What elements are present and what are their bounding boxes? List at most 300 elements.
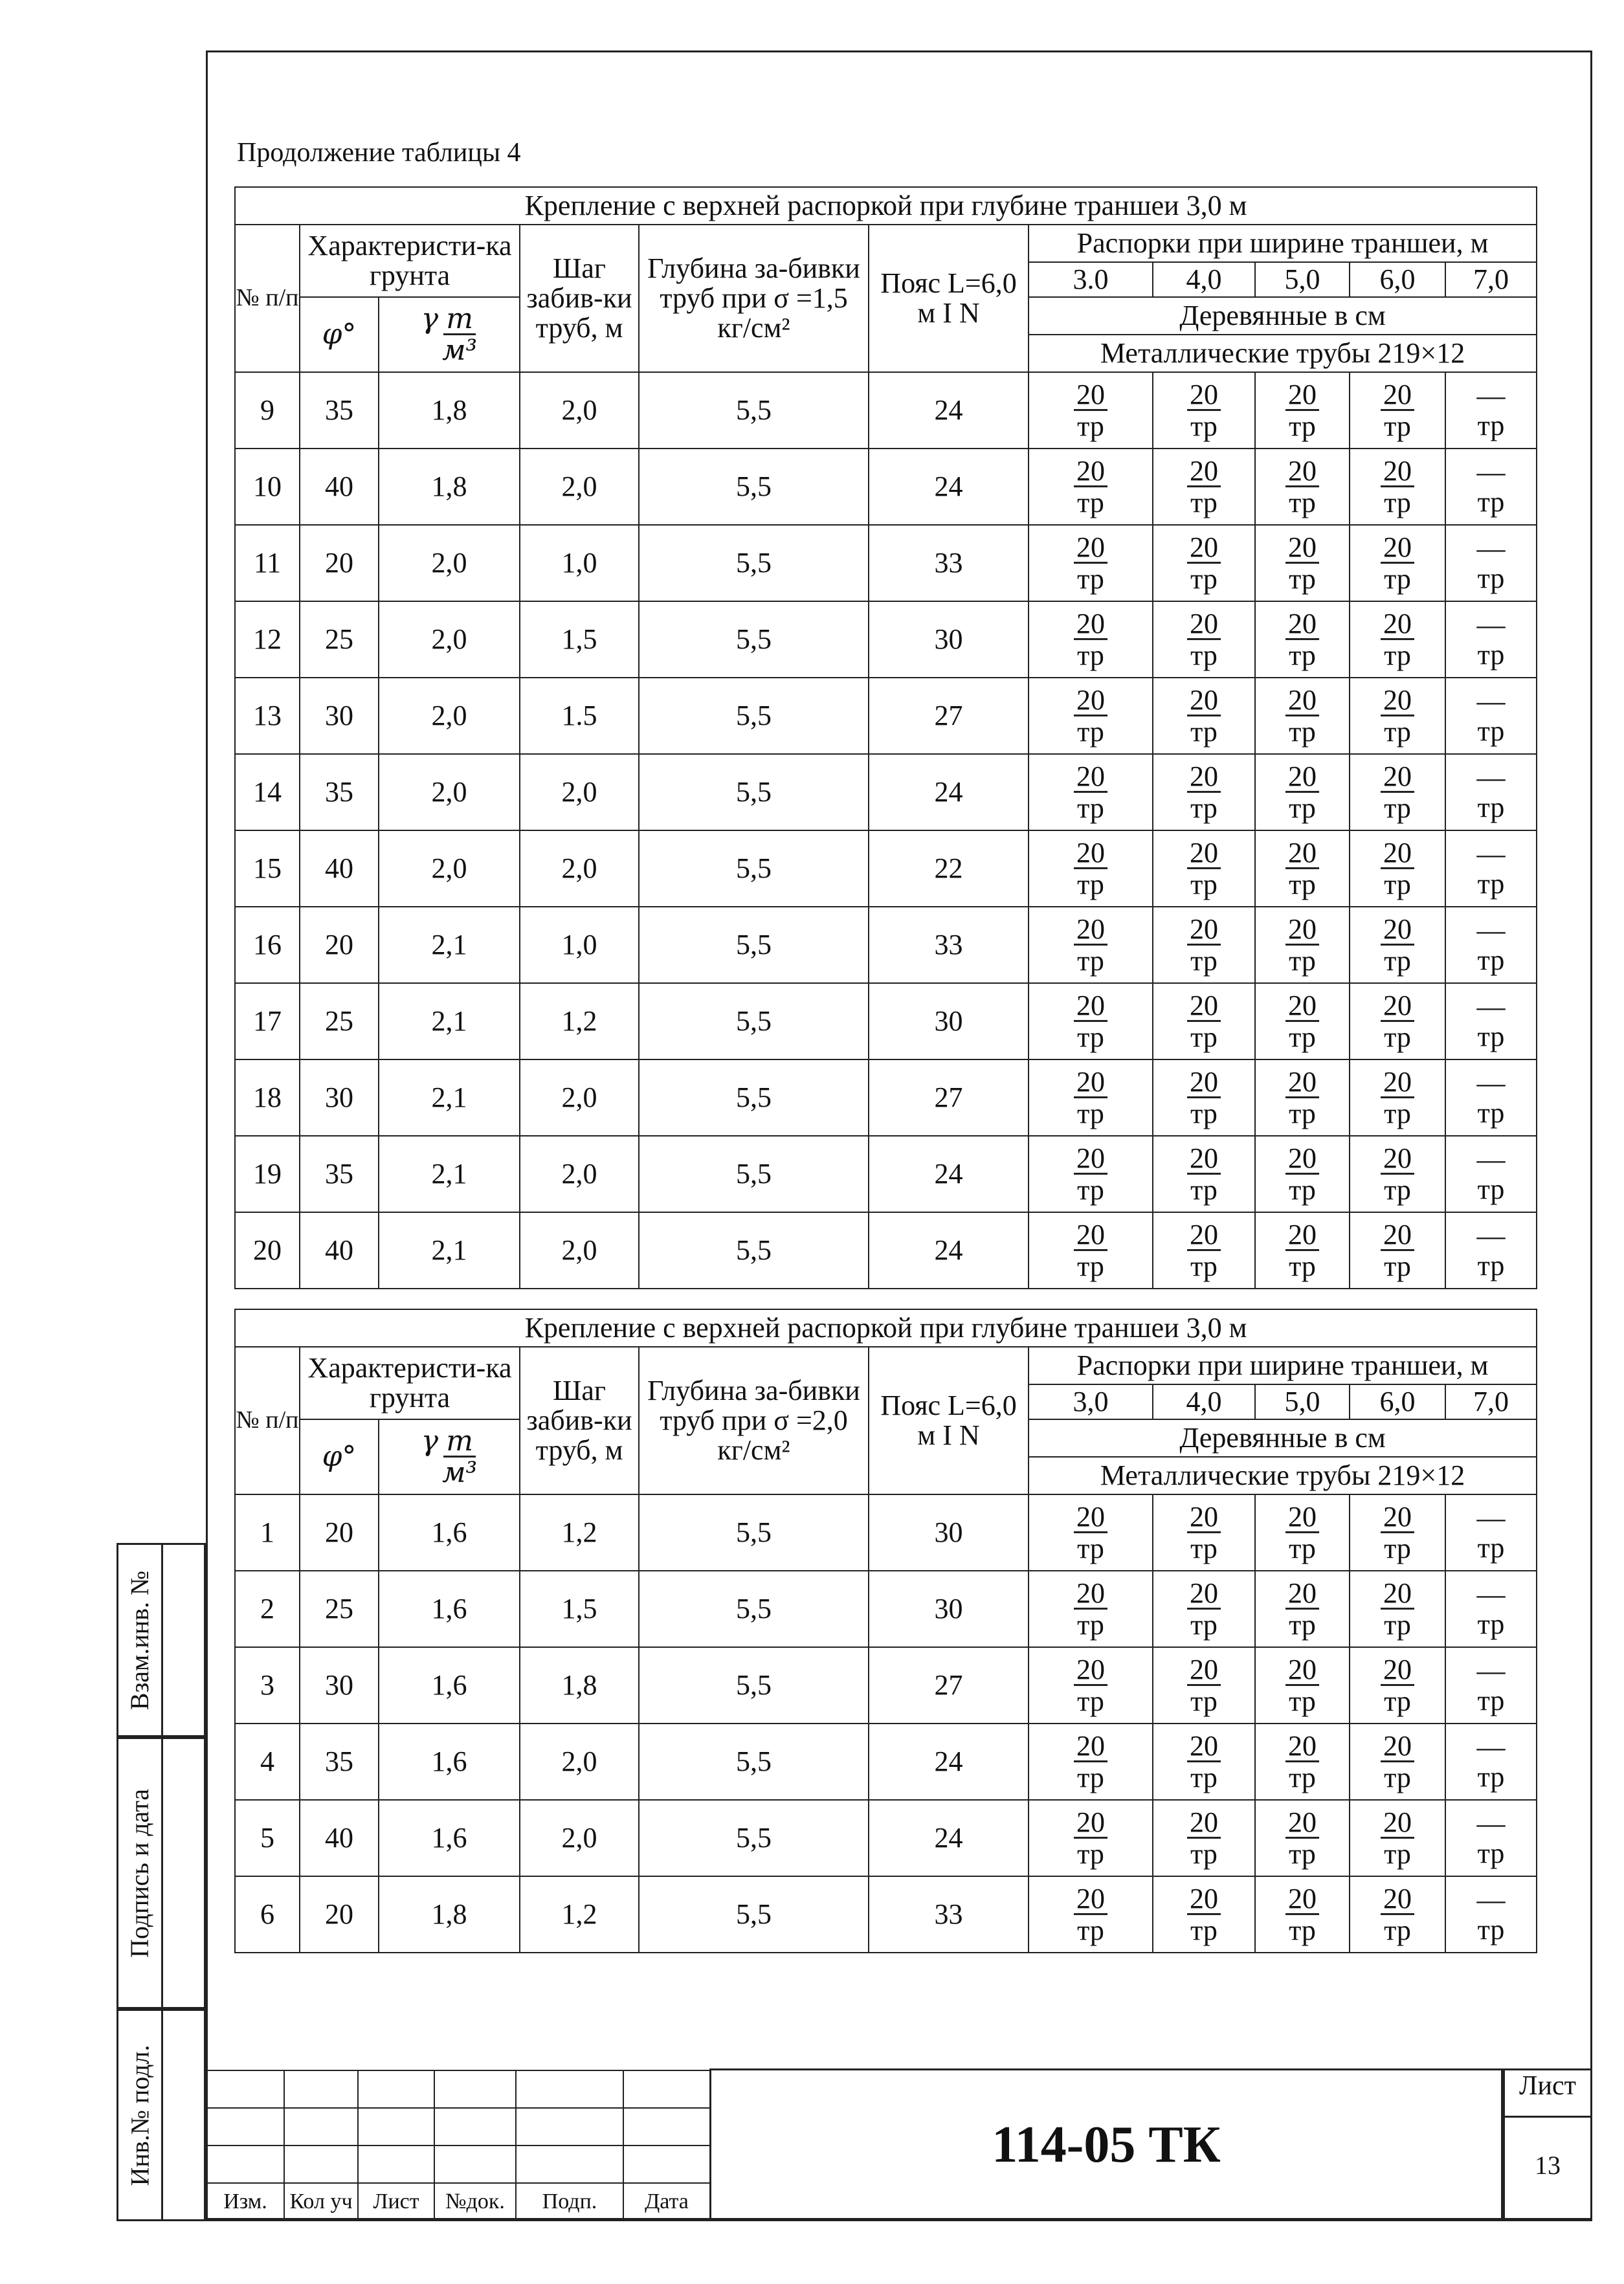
strut-cell <box>1255 372 1350 449</box>
cell-depth: 5,5 <box>639 1136 869 1212</box>
strut-cell <box>1445 1494 1537 1571</box>
strut-fraction <box>1474 1504 1508 1562</box>
cell-n: 9 <box>235 372 300 449</box>
support-table-2 <box>234 1309 1537 1953</box>
strut-cell <box>1350 830 1445 907</box>
cell-depth: 5,5 <box>639 678 869 754</box>
strut-fraction <box>1074 1656 1107 1716</box>
cell-phi: 25 <box>300 1571 379 1647</box>
table-row <box>235 1876 1537 1953</box>
strut-fraction <box>1285 533 1319 593</box>
strut-cell <box>1153 1571 1255 1647</box>
strut-wood: 20 <box>1285 1656 1319 1686</box>
strut-wood: 20 <box>1074 762 1107 793</box>
strut-fraction <box>1381 381 1414 441</box>
strut-cell <box>1350 1212 1445 1289</box>
strut-fraction <box>1381 762 1414 823</box>
strut-metal: тр <box>1190 1250 1218 1282</box>
strut-wood: 20 <box>1285 533 1319 564</box>
stamp-row <box>206 2145 710 2183</box>
strut-fraction <box>1474 916 1508 975</box>
cell-belt: 27 <box>869 1647 1029 1724</box>
strut-fraction <box>1381 1732 1414 1792</box>
strut-wood: 20 <box>1074 1503 1107 1533</box>
strut-metal: тр <box>1477 638 1505 671</box>
cell-phi: 30 <box>300 678 379 754</box>
strut-metal: тр <box>1384 1098 1411 1129</box>
cell-step: 2,0 <box>520 1136 639 1212</box>
strut-wood: 20 <box>1381 686 1414 716</box>
cell-n: 18 <box>235 1059 300 1136</box>
strut-metal: тр <box>1384 410 1411 442</box>
strut-cell <box>1029 754 1153 830</box>
strut-cell <box>1029 1212 1153 1289</box>
strut-fraction <box>1381 1221 1414 1281</box>
strut-cell <box>1445 601 1537 678</box>
table-title: Крепление с верхней распоркой при глубине траншеи 3,0 м <box>235 1309 1537 1347</box>
strut-cell <box>1350 754 1445 830</box>
strut-fraction <box>1381 1068 1414 1128</box>
strut-cell <box>1255 983 1350 1059</box>
strut-cell <box>1445 372 1537 449</box>
stamp-cell <box>516 2108 623 2145</box>
strut-fraction <box>1285 457 1319 517</box>
strut-wood: 20 <box>1074 533 1107 564</box>
strut-fraction <box>1074 610 1107 670</box>
strut-wood: 20 <box>1074 992 1107 1022</box>
strut-fraction <box>1285 1221 1319 1281</box>
strut-cell <box>1029 1724 1153 1800</box>
strut-fraction <box>1381 839 1414 899</box>
cell-step: 2,0 <box>520 372 639 449</box>
col-header-number: № п/п <box>235 225 300 372</box>
strut-cell <box>1255 830 1350 907</box>
stamp-cell <box>358 2070 434 2108</box>
strut-fraction <box>1187 1885 1221 1945</box>
strut-fraction <box>1381 610 1414 670</box>
strut-metal: тр <box>1289 639 1316 671</box>
strut-metal: тр <box>1289 1685 1316 1717</box>
strut-metal: тр <box>1477 562 1505 594</box>
strut-cell <box>1153 907 1255 983</box>
cell-step: 2,0 <box>520 830 639 907</box>
strut-fraction <box>1285 992 1319 1052</box>
cell-step: 1.5 <box>520 678 639 754</box>
strut-cell <box>1153 983 1255 1059</box>
strut-wood: 20 <box>1285 1579 1319 1610</box>
cell-step: 1,0 <box>520 525 639 601</box>
strut-cell <box>1029 1800 1153 1876</box>
strut-cell <box>1255 1212 1350 1289</box>
strut-cell <box>1153 1876 1255 1953</box>
strut-wood: 20 <box>1285 1503 1319 1533</box>
strut-wood: 20 <box>1187 457 1221 487</box>
strut-fraction <box>1187 839 1221 899</box>
cell-phi: 40 <box>300 1800 379 1876</box>
strut-cell <box>1153 525 1255 601</box>
table-caption: Продолжение таблицы 4 <box>237 138 521 168</box>
strut-wood: 20 <box>1381 1579 1414 1610</box>
strut-wood: 20 <box>1381 1221 1414 1251</box>
strut-fraction <box>1474 1654 1508 1716</box>
cell-step: 1,0 <box>520 907 639 983</box>
cell-n: 13 <box>235 678 300 754</box>
width-header: 4,0 <box>1153 262 1255 297</box>
stamp-cell <box>284 2145 358 2183</box>
cell-belt: 30 <box>869 983 1029 1059</box>
cell-step: 2,0 <box>520 1724 639 1800</box>
strut-fraction <box>1187 1808 1221 1868</box>
strut-cell <box>1153 449 1255 525</box>
strut-wood: 20 <box>1187 1503 1221 1533</box>
strut-wood: 20 <box>1285 457 1319 487</box>
strut-fraction <box>1474 1069 1508 1127</box>
table-row <box>235 449 1537 525</box>
strut-wood: — <box>1476 1067 1506 1099</box>
strut-wood: 20 <box>1285 1144 1319 1175</box>
strut-fraction <box>1285 686 1319 746</box>
strut-fraction <box>1074 533 1107 593</box>
gamma-unit-den: м³ <box>442 1456 478 1489</box>
strut-wood: 20 <box>1187 762 1221 793</box>
stamp-cell <box>623 2108 710 2145</box>
sheet-label: Лист <box>1505 2070 1590 2118</box>
stamp-row <box>206 2070 710 2108</box>
strut-wood: 20 <box>1285 1808 1319 1839</box>
cell-depth: 5,5 <box>639 830 869 907</box>
strut-wood: 20 <box>1074 1579 1107 1610</box>
metal-header: Металлические трубы 219×12 <box>1029 335 1537 372</box>
strut-metal: тр <box>1477 944 1505 976</box>
strut-fraction <box>1187 915 1221 975</box>
gamma-unit-num: т <box>443 305 476 335</box>
strut-metal: тр <box>1384 563 1411 595</box>
strut-metal: тр <box>1477 1913 1505 1946</box>
cell-n: 19 <box>235 1136 300 1212</box>
cell-depth: 5,5 <box>639 372 869 449</box>
cell-depth: 5,5 <box>639 1800 869 1876</box>
strut-wood: — <box>1476 1219 1506 1252</box>
strut-wood: 20 <box>1187 610 1221 640</box>
side-box-replacement <box>117 1543 206 1737</box>
strut-cell <box>1153 1494 1255 1571</box>
cell-depth: 5,5 <box>639 983 869 1059</box>
strut-wood: 20 <box>1074 457 1107 487</box>
cell-step: 1,2 <box>520 1876 639 1953</box>
strut-wood: — <box>1476 1578 1506 1610</box>
header-row <box>235 225 1537 262</box>
width-header: 7,0 <box>1445 1384 1537 1419</box>
strut-metal: тр <box>1077 563 1104 595</box>
strut-wood: 20 <box>1285 1221 1319 1251</box>
strut-wood: 20 <box>1285 762 1319 793</box>
strut-metal: тр <box>1190 869 1218 900</box>
strut-wood: — <box>1476 1143 1506 1175</box>
cell-belt: 33 <box>869 1876 1029 1953</box>
cell-depth: 5,5 <box>639 1876 869 1953</box>
strut-wood: 20 <box>1285 915 1319 946</box>
gamma-unit-num: т <box>443 1427 476 1458</box>
strut-wood: 20 <box>1381 915 1414 946</box>
strut-metal: тр <box>1289 1021 1316 1053</box>
wood-header: Деревянные в см <box>1029 1419 1537 1457</box>
strut-wood: 20 <box>1187 1732 1221 1762</box>
strut-fraction <box>1074 1579 1107 1639</box>
cell-n: 15 <box>235 830 300 907</box>
strut-metal: тр <box>1477 409 1505 441</box>
strut-fraction <box>1187 533 1221 593</box>
cell-depth: 5,5 <box>639 1059 869 1136</box>
strut-fraction <box>1474 990 1508 1052</box>
strut-wood: 20 <box>1381 1808 1414 1839</box>
table-row <box>235 754 1537 830</box>
table-row <box>235 525 1537 601</box>
strut-wood: — <box>1476 1654 1506 1687</box>
cell-step: 2,0 <box>520 449 639 525</box>
strut-fraction <box>1187 762 1221 823</box>
strut-metal: тр <box>1384 945 1411 977</box>
cell-step: 1,8 <box>520 1647 639 1724</box>
table-title-row <box>235 1309 1537 1347</box>
strut-metal: тр <box>1077 1533 1104 1564</box>
strut-wood: — <box>1476 1731 1506 1763</box>
cell-gamma: 1,8 <box>379 372 520 449</box>
strut-cell <box>1153 372 1255 449</box>
col-header-belt: Пояс L=6,0 м I N <box>869 225 1029 372</box>
strut-cell <box>1153 1724 1255 1800</box>
strut-fraction <box>1187 457 1221 517</box>
strut-cell <box>1445 1136 1537 1212</box>
strut-fraction <box>1074 1068 1107 1128</box>
strut-metal: тр <box>1384 1762 1411 1793</box>
cell-belt: 27 <box>869 1059 1029 1136</box>
cell-belt: 30 <box>869 601 1029 678</box>
strut-cell <box>1445 907 1537 983</box>
cell-depth: 5,5 <box>639 525 869 601</box>
cell-phi: 40 <box>300 1212 379 1289</box>
strut-metal: тр <box>1289 1174 1316 1206</box>
strut-metal: тр <box>1289 1250 1316 1282</box>
stamp-cell <box>284 2070 358 2108</box>
strut-metal: тр <box>1289 945 1316 977</box>
table-row <box>235 907 1537 983</box>
strut-fraction <box>1074 992 1107 1052</box>
cell-step: 1,5 <box>520 601 639 678</box>
strut-cell <box>1350 1571 1445 1647</box>
cell-n: 16 <box>235 907 300 983</box>
strut-fraction <box>1474 687 1508 746</box>
strut-fraction <box>1285 610 1319 670</box>
strut-cell <box>1029 1494 1153 1571</box>
strut-metal: тр <box>1077 410 1104 442</box>
cell-phi: 25 <box>300 601 379 678</box>
strut-metal: тр <box>1289 1609 1316 1641</box>
strut-metal: тр <box>1190 716 1218 748</box>
table-row <box>235 830 1537 907</box>
strut-cell <box>1029 1136 1153 1212</box>
strut-fraction <box>1187 1068 1221 1128</box>
gamma-header <box>379 1419 520 1494</box>
strut-cell <box>1445 1724 1537 1800</box>
stamp-cell <box>284 2108 358 2145</box>
sheet-box <box>1503 2068 1592 2221</box>
strut-cell <box>1029 1059 1153 1136</box>
cell-gamma: 2,0 <box>379 830 520 907</box>
cell-phi: 20 <box>300 907 379 983</box>
strut-metal: тр <box>1190 1685 1218 1717</box>
strut-metal: тр <box>1190 1838 1218 1870</box>
strut-cell <box>1350 1494 1445 1571</box>
strut-cell <box>1350 1876 1445 1953</box>
strut-wood: 20 <box>1074 1144 1107 1175</box>
strut-fraction <box>1187 686 1221 746</box>
strut-metal: тр <box>1190 1914 1218 1946</box>
stamp-cell <box>516 2145 623 2183</box>
cell-depth: 5,5 <box>639 754 869 830</box>
strut-fraction <box>1285 1656 1319 1716</box>
strut-metal: тр <box>1477 1531 1505 1564</box>
strut-metal: тр <box>1477 791 1505 823</box>
stamp-cell <box>206 2108 284 2145</box>
stamp-cell <box>358 2108 434 2145</box>
strut-wood: 20 <box>1285 1732 1319 1762</box>
table-row <box>235 1647 1537 1724</box>
strut-fraction <box>1285 1068 1319 1128</box>
strut-fraction <box>1474 1807 1508 1869</box>
col-header-number: № п/п <box>235 1347 300 1494</box>
stamp-cell <box>206 2145 284 2183</box>
strut-wood: 20 <box>1187 839 1221 869</box>
strut-metal: тр <box>1077 1609 1104 1641</box>
cell-gamma: 2,0 <box>379 754 520 830</box>
stamp-cell <box>434 2145 516 2183</box>
strut-wood: 20 <box>1381 992 1414 1022</box>
cell-gamma: 1,6 <box>379 1494 520 1571</box>
strut-wood: 20 <box>1381 1885 1414 1915</box>
cell-belt: 24 <box>869 1136 1029 1212</box>
cell-belt: 22 <box>869 830 1029 907</box>
strut-fraction <box>1187 1221 1221 1281</box>
width-header: 7,0 <box>1445 262 1537 297</box>
strut-fraction <box>1474 761 1508 823</box>
strut-wood: 20 <box>1074 1885 1107 1915</box>
cell-belt: 30 <box>869 1494 1029 1571</box>
strut-cell <box>1350 1800 1445 1876</box>
strut-wood: 20 <box>1074 1656 1107 1686</box>
strut-fraction <box>1074 686 1107 746</box>
strut-fraction <box>1381 915 1414 975</box>
strut-wood: — <box>1476 1807 1506 1839</box>
strut-wood: 20 <box>1074 1732 1107 1762</box>
stamp-col-label: Лист <box>358 2183 434 2221</box>
strut-metal: тр <box>1077 716 1104 748</box>
cell-gamma: 1,6 <box>379 1571 520 1647</box>
side-box-inventory <box>117 2009 206 2221</box>
strut-cell <box>1255 601 1350 678</box>
cell-n: 4 <box>235 1724 300 1800</box>
gamma-header <box>379 297 520 372</box>
strut-wood: 20 <box>1187 915 1221 946</box>
strut-wood: 20 <box>1074 686 1107 716</box>
strut-fraction <box>1187 610 1221 670</box>
strut-metal: тр <box>1289 1762 1316 1793</box>
strut-cell <box>1153 830 1255 907</box>
strut-metal: тр <box>1077 869 1104 900</box>
cell-belt: 33 <box>869 525 1029 601</box>
cell-gamma: 2,1 <box>379 907 520 983</box>
strut-fraction <box>1285 1732 1319 1792</box>
cell-n: 10 <box>235 449 300 525</box>
cell-belt: 24 <box>869 1724 1029 1800</box>
strut-fraction <box>1474 458 1508 516</box>
strut-metal: тр <box>1077 1685 1104 1717</box>
strut-metal: тр <box>1384 1609 1411 1641</box>
strut-wood: 20 <box>1285 610 1319 640</box>
strut-fraction <box>1474 1580 1508 1639</box>
strut-cell <box>1350 983 1445 1059</box>
cell-depth: 5,5 <box>639 601 869 678</box>
strut-cell <box>1255 1494 1350 1571</box>
sheet-number: 13 <box>1535 2151 1561 2180</box>
cell-phi: 25 <box>300 983 379 1059</box>
strut-fraction <box>1285 1144 1319 1204</box>
strut-metal: тр <box>1190 792 1218 824</box>
strut-metal: тр <box>1384 869 1411 900</box>
strut-metal: тр <box>1190 639 1218 671</box>
strut-metal: тр <box>1077 945 1104 977</box>
strut-fraction <box>1187 992 1221 1052</box>
strut-cell <box>1255 1136 1350 1212</box>
strut-wood: — <box>1476 608 1506 641</box>
strut-metal: тр <box>1384 716 1411 748</box>
strut-metal: тр <box>1289 869 1316 900</box>
strut-fraction <box>1285 1808 1319 1868</box>
strut-cell <box>1350 601 1445 678</box>
cell-gamma: 1,6 <box>379 1647 520 1724</box>
strut-fraction <box>1285 915 1319 975</box>
cell-n: 3 <box>235 1647 300 1724</box>
strut-fraction <box>1381 1808 1414 1868</box>
width-header: 6,0 <box>1350 262 1445 297</box>
cell-belt: 27 <box>869 678 1029 754</box>
cell-phi: 30 <box>300 1059 379 1136</box>
strut-metal: тр <box>1077 792 1104 824</box>
strut-cell <box>1255 907 1350 983</box>
document-code: 114-05 ТК <box>709 2068 1503 2221</box>
strut-metal: тр <box>1077 1098 1104 1129</box>
strut-fraction <box>1381 992 1414 1052</box>
strut-metal: тр <box>1477 1608 1505 1640</box>
strut-metal: тр <box>1289 792 1316 824</box>
strut-metal: тр <box>1289 410 1316 442</box>
strut-wood: 20 <box>1381 762 1414 793</box>
strut-wood: 20 <box>1381 1732 1414 1762</box>
strut-metal: тр <box>1077 487 1104 518</box>
strut-cell <box>1255 1571 1350 1647</box>
strut-cell <box>1445 830 1537 907</box>
strut-fraction <box>1187 381 1221 441</box>
gamma-unit <box>442 1427 477 1487</box>
strut-wood: — <box>1476 379 1506 412</box>
stamp-cell <box>206 2070 284 2108</box>
cell-belt: 24 <box>869 1212 1029 1289</box>
strut-fraction <box>1285 381 1319 441</box>
strut-wood: 20 <box>1381 457 1414 487</box>
strut-metal: тр <box>1289 716 1316 748</box>
col-header-step: Шаг забив-ки труб, м <box>520 225 639 372</box>
strut-metal: тр <box>1289 1533 1316 1564</box>
strut-fraction <box>1074 1732 1107 1792</box>
